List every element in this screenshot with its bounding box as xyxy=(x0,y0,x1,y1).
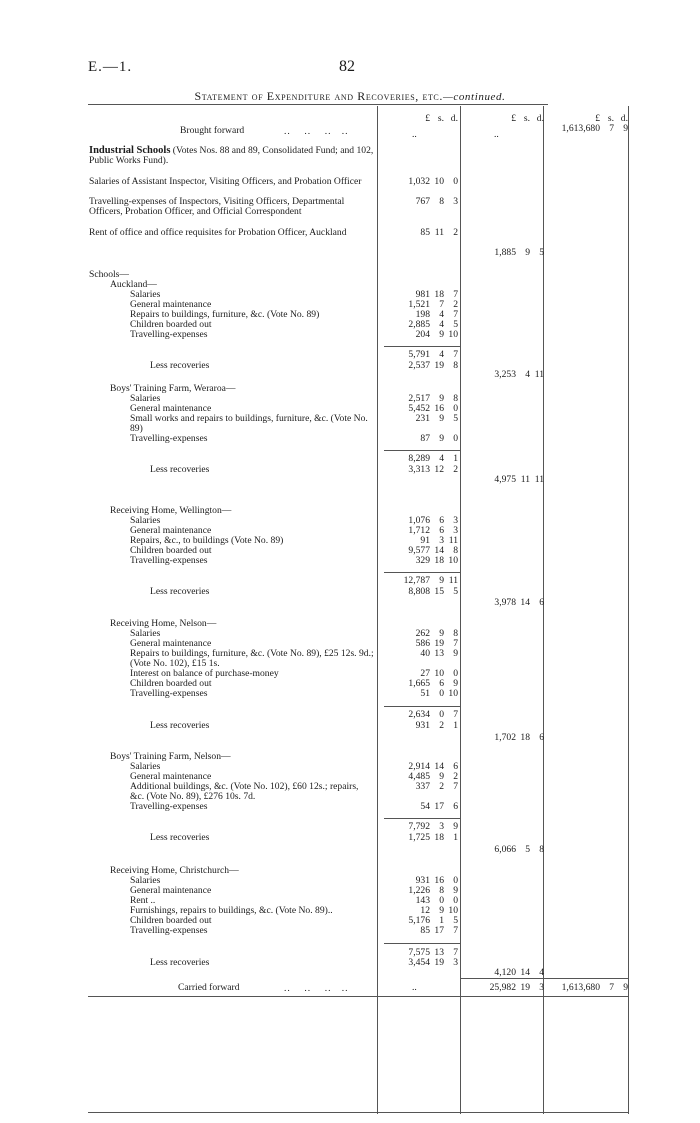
page-title-main: Statement of Expenditure and Recoveries, etc. xyxy=(194,89,443,103)
item-amount: 204 9 10 xyxy=(415,329,458,340)
brought-forward-label: Brought forward xyxy=(180,125,245,136)
page-number: 82 xyxy=(339,58,355,75)
item-amount: 329 18 10 xyxy=(415,555,458,566)
brought-forward-c1: .. xyxy=(412,129,417,140)
item-label: Children boarded out xyxy=(130,678,212,689)
net-amount: 3,978 14 6 xyxy=(494,597,544,608)
industrial-item-amount: 1,032 10 0 xyxy=(408,176,458,187)
page-title-continued: —continued. xyxy=(442,91,506,103)
subtotal-rule xyxy=(384,572,460,573)
col-header-3: £ s. d. xyxy=(595,113,628,124)
item-label: General maintenance xyxy=(130,525,212,536)
carried-forward-c3: 1,613,680 7 9 xyxy=(561,982,628,993)
net-amount: 4,120 14 4 xyxy=(494,967,544,978)
item-label: Salaries xyxy=(130,761,161,772)
item-label: Repairs to buildings, furniture, &c. (Vote No. 89), £25 12s. 9d.; (Vote No. 102), £15 1s. xyxy=(130,648,374,669)
item-label: Salaries xyxy=(130,515,161,526)
brought-forward-c3: 1,613,680 7 9 xyxy=(561,123,628,134)
item-amount: 1,521 7 2 xyxy=(408,299,458,310)
item-label: Children boarded out xyxy=(130,545,212,556)
industrial-item-amount: 767 8 3 xyxy=(415,196,458,207)
school-name: Receiving Home, Christchurch— xyxy=(110,865,239,876)
carried-forward-c1: .. xyxy=(412,982,417,993)
item-amount: 87 9 0 xyxy=(420,433,458,444)
column-rule-2 xyxy=(460,106,461,1114)
leader-dots: .. .. .. .. xyxy=(284,983,349,994)
less-recoveries-label: Less recoveries xyxy=(150,360,210,371)
item-amount: 1,076 6 3 xyxy=(408,515,458,526)
less-recoveries-label: Less recoveries xyxy=(150,832,210,843)
item-amount: 1,665 6 9 xyxy=(408,678,458,689)
item-label: Travelling-expenses xyxy=(130,433,208,444)
page-title xyxy=(0,89,700,104)
item-amount: 12 9 10 xyxy=(420,905,458,916)
item-label: General maintenance xyxy=(130,885,212,896)
item-label: Repairs, &c., to buildings (Vote No. 89) xyxy=(130,535,284,546)
item-label: Rent .. xyxy=(130,895,156,906)
item-label: Travelling-expenses xyxy=(130,329,208,340)
column-rule-4 xyxy=(628,106,629,1114)
item-amount: 5,452 16 0 xyxy=(408,403,458,414)
item-amount: 5,176 1 5 xyxy=(408,915,458,926)
subtotal-amount: 7,575 13 7 xyxy=(408,947,458,958)
item-amount: 4,485 9 2 xyxy=(408,771,458,782)
item-label: Furnishings, repairs to buildings, &c. (Vote No. 89).. xyxy=(130,905,333,916)
item-amount: 1,712 6 3 xyxy=(408,525,458,536)
recoveries-amount: 3,454 19 3 xyxy=(408,957,458,968)
less-recoveries-label: Less recoveries xyxy=(150,586,210,597)
subtotal-amount: 5,791 4 7 xyxy=(408,349,458,360)
item-amount: 337 2 7 xyxy=(415,781,458,792)
leader-dots: .. .. .. .. xyxy=(284,126,349,137)
col-header-1: £ s. d. xyxy=(425,113,458,124)
recoveries-amount: 931 2 1 xyxy=(415,720,458,731)
item-label: Small works and repairs to buildings, furniture, &c. (Vote No. 89) xyxy=(130,413,368,434)
subtotal-amount: 12,787 9 11 xyxy=(403,575,458,586)
less-recoveries-label: Less recoveries xyxy=(150,720,210,731)
item-amount: 27 10 0 xyxy=(420,668,458,679)
item-label: Children boarded out xyxy=(130,319,212,330)
recoveries-amount: 2,537 19 8 xyxy=(408,360,458,371)
item-amount: 931 16 0 xyxy=(415,875,458,886)
subtotal-amount: 7,792 3 9 xyxy=(408,821,458,832)
item-amount: 198 4 7 xyxy=(415,309,458,320)
item-label: Travelling-expenses xyxy=(130,555,208,566)
item-amount: 231 9 5 xyxy=(415,413,458,424)
item-amount: 143 0 0 xyxy=(415,895,458,906)
header-rule xyxy=(88,104,548,105)
industrial-item-label: Rent of office and office requisites for Probation Officer, Auckland xyxy=(89,227,347,238)
recoveries-amount: 1,725 18 1 xyxy=(408,832,458,843)
subtotal-amount: 8,289 4 1 xyxy=(408,453,458,464)
subtotal-amount: 2,634 0 7 xyxy=(408,709,458,720)
item-label: General maintenance xyxy=(130,299,212,310)
subtotal-rule xyxy=(384,450,460,451)
industrial-item-amount: 85 11 2 xyxy=(420,227,458,238)
carried-forward-c2: 25,982 19 3 xyxy=(489,982,544,993)
item-label: Children boarded out xyxy=(130,915,212,926)
net-amount: 6,066 5 8 xyxy=(494,844,544,855)
item-amount: 2,914 14 6 xyxy=(408,761,458,772)
school-name: Boys' Training Farm, Nelson— xyxy=(110,751,231,762)
item-amount: 40 13 9 xyxy=(420,648,458,659)
carried-forward-label: Carried forward xyxy=(178,982,240,993)
footer-rule xyxy=(88,1112,628,1113)
school-name: Receiving Home, Nelson— xyxy=(110,618,217,629)
recoveries-amount: 8,808 15 5 xyxy=(408,586,458,597)
net-amount: 1,702 18 6 xyxy=(494,732,544,743)
item-label: Interest on balance of purchase-money xyxy=(130,668,279,679)
item-amount: 2,885 4 5 xyxy=(408,319,458,330)
item-label: General maintenance xyxy=(130,638,212,649)
item-label: Salaries xyxy=(130,628,161,639)
net-amount: 4,975 11 11 xyxy=(494,474,544,485)
item-label: Travelling-expenses xyxy=(130,688,208,699)
item-label: General maintenance xyxy=(130,403,212,414)
item-amount: 981 18 7 xyxy=(415,289,458,300)
item-amount: 85 17 7 xyxy=(420,925,458,936)
item-label: Salaries xyxy=(130,289,161,300)
brought-forward-c2: .. xyxy=(494,129,499,140)
item-label: Travelling-expenses xyxy=(130,925,208,936)
item-amount: 2,517 9 8 xyxy=(408,393,458,404)
item-label: Travelling-expenses xyxy=(130,801,208,812)
item-label: General maintenance xyxy=(130,771,212,782)
subtotal-rule xyxy=(384,818,460,819)
item-label: Additional buildings, &c. (Vote No. 102), £60 12s.; repairs, &c. (Vote No. 89), £276 10s. 7d. xyxy=(130,781,359,802)
industrial-total: 1,885 9 5 xyxy=(494,247,544,258)
col-header-2: £ s. d. xyxy=(511,113,544,124)
subtotal-rule xyxy=(384,346,460,347)
item-amount: 9,577 14 8 xyxy=(408,545,458,556)
bottom-rule xyxy=(88,996,628,997)
subtotal-rule xyxy=(384,943,460,944)
industrial-schools-heading: Industrial Schools (Votes Nos. 88 and 89, Consolidated Fund; and 102, Public Works Fund). xyxy=(89,145,374,166)
school-name: Auckland— xyxy=(110,279,157,290)
item-amount: 51 0 10 xyxy=(420,688,458,699)
school-name: Boys' Training Farm, Weraroa— xyxy=(110,383,236,394)
item-label: Salaries xyxy=(130,393,161,404)
school-name: Receiving Home, Wellington— xyxy=(110,505,232,516)
item-label: Salaries xyxy=(130,875,161,886)
item-label: Repairs to buildings, furniture, &c. (Vote No. 89) xyxy=(130,309,320,320)
less-recoveries-label: Less recoveries xyxy=(150,464,210,475)
item-amount: 91 3 11 xyxy=(420,535,458,546)
carried-forward-rule xyxy=(460,978,628,979)
item-amount: 54 17 6 xyxy=(420,801,458,812)
less-recoveries-label: Less recoveries xyxy=(150,957,210,968)
column-rule-1 xyxy=(377,106,378,1114)
item-amount: 586 19 7 xyxy=(415,638,458,649)
subtotal-rule xyxy=(384,706,460,707)
industrial-item-label: Travelling-expenses of Inspectors, Visiting Officers, Departmental Officers, Probation Officer, and Official Correspondent xyxy=(89,196,345,217)
item-amount: 1,226 8 9 xyxy=(408,885,458,896)
schools-heading: Schools— xyxy=(89,269,129,280)
document-reference: E.—1. xyxy=(88,59,133,75)
recoveries-amount: 3,313 12 2 xyxy=(408,464,458,475)
item-amount: 262 9 8 xyxy=(415,628,458,639)
industrial-item-label: Salaries of Assistant Inspector, Visiting Officers, and Probation Officer xyxy=(89,176,362,187)
net-amount: 3,253 4 11 xyxy=(494,369,544,380)
